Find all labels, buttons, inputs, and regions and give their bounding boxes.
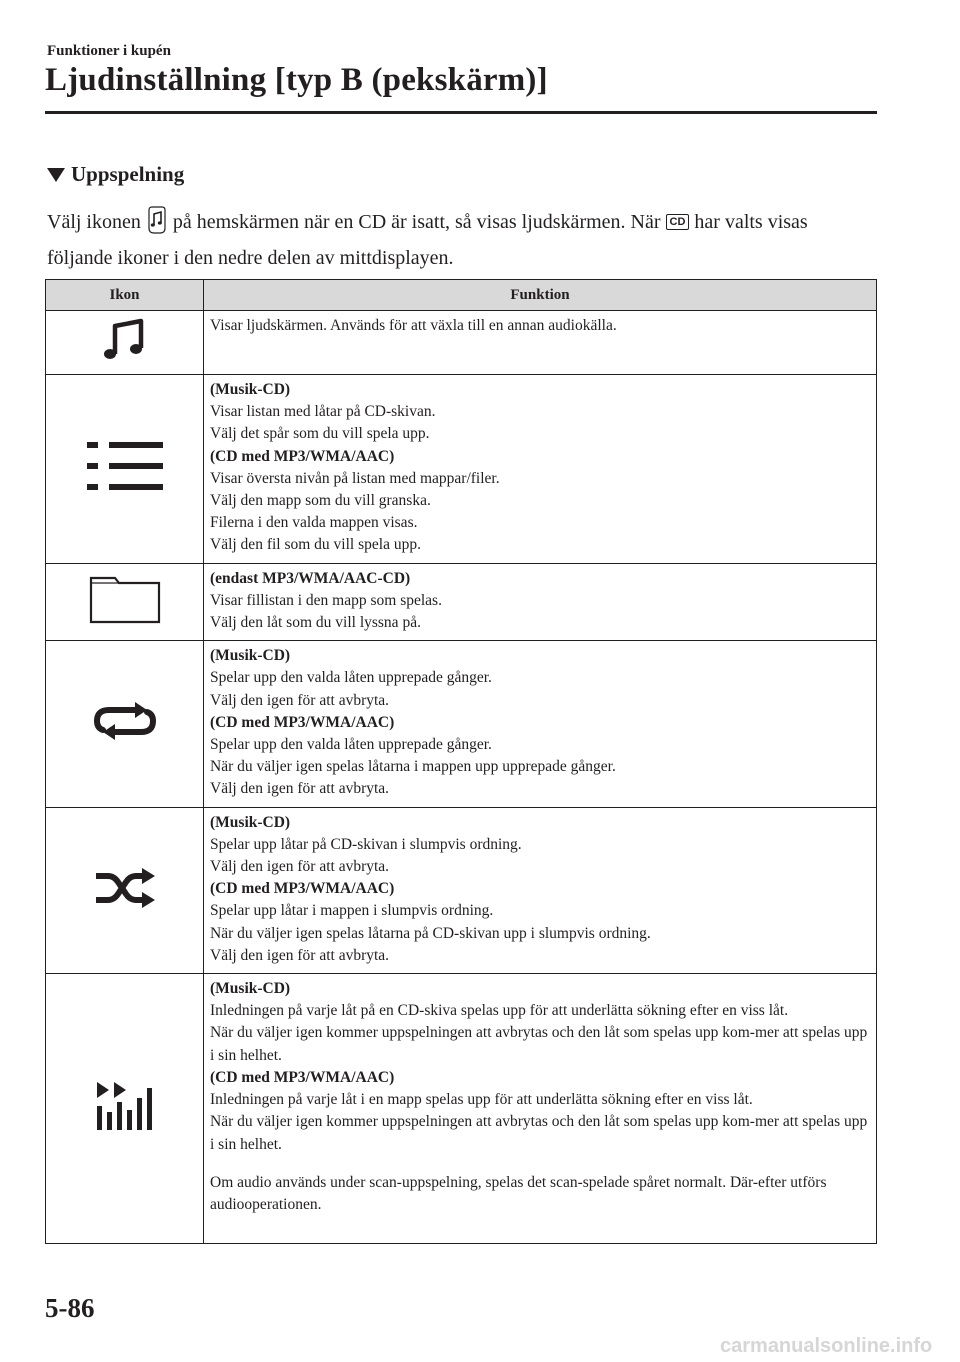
function-text: Spelar upp låtar på CD-skivan i slumpvis ordning. xyxy=(210,835,522,853)
subsection-heading-text: Uppspelning xyxy=(71,162,185,186)
table-row xyxy=(46,375,877,564)
function-text: När du väljer igen spelas låtarna i mappen upp upprepade gånger. xyxy=(210,758,616,776)
function-subheading: (CD med MP3/WMA/AAC) xyxy=(210,447,395,465)
function-subheading: (Musik-CD) xyxy=(210,980,291,998)
title-divider xyxy=(45,111,877,114)
function-text: Välj den fil som du vill spela upp. xyxy=(210,536,421,554)
function-text: Spelar upp den valda låten upprepade gånger. xyxy=(210,736,492,754)
cd-badge-icon: CD xyxy=(666,214,690,230)
repeat-icon xyxy=(93,729,157,746)
table-row xyxy=(46,563,877,641)
function-text: Välj det spår som du vill spela upp. xyxy=(210,425,430,443)
function-text: Visar listan med låtar på CD-skivan. xyxy=(210,403,436,421)
table-header-row xyxy=(46,280,877,311)
icon-cell xyxy=(46,641,204,807)
subsection-heading xyxy=(47,162,184,187)
folder-icon xyxy=(89,611,161,628)
function-cell xyxy=(204,311,877,375)
function-text: Välj den igen för att avbryta. xyxy=(210,691,390,709)
function-subheading: (Musik-CD) xyxy=(210,647,291,665)
col-header-icon: Ikon xyxy=(46,280,204,311)
list-icon xyxy=(87,480,163,497)
icon-cell xyxy=(46,311,204,375)
intro-paragraph xyxy=(47,206,877,273)
function-text: Välj den igen för att avbryta. xyxy=(210,946,390,964)
function-text: Välj den igen för att avbryta. xyxy=(210,858,390,876)
function-text: Välj den låt som du vill lyssna på. xyxy=(210,614,421,632)
function-subheading: (endast MP3/WMA/AAC-CD) xyxy=(210,569,411,587)
section-label: Funktioner i kupén xyxy=(47,43,171,59)
function-text: Välj den mapp som du vill granska. xyxy=(210,492,431,510)
icon-cell xyxy=(46,563,204,641)
icon-cell xyxy=(46,375,204,564)
intro-text-2: på hemskärmen när en CD är isatt, så visas ljudskärmen. När xyxy=(172,211,661,233)
icon-cell xyxy=(46,807,204,973)
function-cell xyxy=(204,375,877,564)
function-text: Spelar upp den valda låten upprepade gånger. xyxy=(210,669,492,687)
function-text: Om audio används under scan-uppspelning, spelas det scan-spelade spåret normalt. Där-efter utförs audiooperationen. xyxy=(210,1173,827,1213)
function-text: Filerna i den valda mappen visas. xyxy=(210,514,418,532)
function-text: Visar ljudskärmen. Används för att växla till en annan audiokälla. xyxy=(210,317,617,334)
table-row xyxy=(46,974,877,1244)
intro-text-3: har valts visas följande ikoner i den nedre delen av mittdisplayen. xyxy=(47,211,808,269)
shuffle-icon xyxy=(92,897,158,914)
function-text: Inledningen på varje låt på en CD-skiva spelas upp för att underlätta sökning efter en viss låt. xyxy=(210,1002,789,1020)
function-subheading: (CD med MP3/WMA/AAC) xyxy=(210,1068,395,1086)
function-text: Visar fillistan i den mapp som spelas. xyxy=(210,591,442,609)
function-subheading: (Musik-CD) xyxy=(210,381,291,398)
function-text: När du väljer igen kommer uppspelningen att avbrytas och den låt som spelas upp kom-mer att spelas upp i sin helhet. xyxy=(210,1024,868,1064)
table-row xyxy=(46,641,877,807)
table-row xyxy=(46,311,877,375)
function-text: Inledningen på varje låt i en mapp spelas upp för att underlätta sökning efter en viss låt. xyxy=(210,1091,753,1109)
intro-text-1: Välj ikonen xyxy=(47,211,141,233)
scan-icon xyxy=(95,1119,155,1136)
music-note-inline-icon xyxy=(146,206,168,243)
function-text: Visar översta nivån på listan med mappar/filer. xyxy=(210,469,500,487)
function-text: Spelar upp låtar i mappen i slumpvis ordning. xyxy=(210,902,494,920)
function-text: När du väljer igen kommer uppspelningen att avbrytas och den låt som spelas upp kom-mer att spelas upp i sin helhet. xyxy=(210,1113,868,1153)
function-cell xyxy=(204,974,877,1244)
triangle-bullet-icon xyxy=(47,168,65,182)
function-cell xyxy=(204,563,877,641)
function-table xyxy=(45,279,877,1244)
watermark-logo: carmanualsonline.info xyxy=(720,1335,933,1357)
function-subheading: (Musik-CD) xyxy=(210,813,291,831)
col-header-function: Funktion xyxy=(204,280,877,311)
function-subheading: (CD med MP3/WMA/AAC) xyxy=(210,713,395,731)
page-number: 5-86 xyxy=(45,1293,95,1323)
table-row xyxy=(46,807,877,973)
function-text: Välj den igen för att avbryta. xyxy=(210,780,390,798)
function-cell xyxy=(204,807,877,973)
function-text: När du väljer igen spelas låtarna på CD-skivan upp i slumpvis ordning. xyxy=(210,924,651,942)
function-cell xyxy=(204,641,877,807)
function-subheading: (CD med MP3/WMA/AAC) xyxy=(210,880,395,898)
page-title: Ljudinställning [typ B (pekskärm)] xyxy=(45,62,548,98)
icon-cell xyxy=(46,974,204,1244)
music-note-icon xyxy=(101,351,149,368)
